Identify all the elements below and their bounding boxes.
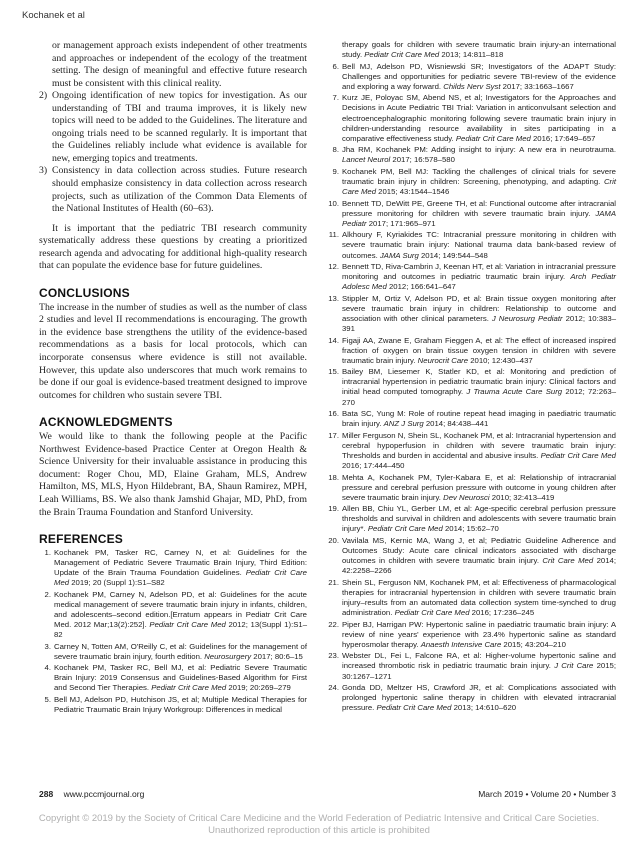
- reference-item: [327, 431, 616, 471]
- reference-number: 18.: [328, 472, 339, 482]
- journal-name: Neurosurgery: [204, 651, 252, 661]
- journal-name: JAMA Surg: [379, 250, 419, 260]
- reference-text: Kochanek PM, Tasker RC, Bell MJ, et al: Pediatric Severe Traumatic Brain Injury: 2019 Consensus and Guidelines-Based Algorithm for First and Second Tier Therapies. Pediatr Crit Care Med 2019; 20:269–279: [54, 663, 307, 693]
- reference-text: Bell MJ, Adelson PD, Wisniewski SR; Investigators of the ADAPT Study: Challenges and opportunities for pediatric severe TBI-review of the evidence and exploring a way forward. Childs Nerv Syst 2017; 33:1663–1667: [342, 61, 616, 91]
- acknowledgments-heading: ACKNOWLEDGMENTS: [39, 415, 173, 430]
- reference-number: 16.: [328, 409, 339, 419]
- reference-list-right: [327, 40, 616, 713]
- reference-number: 2.: [44, 589, 51, 599]
- reference-item: [327, 473, 616, 503]
- reference-text: Kurz JE, Poloyac SM, Abend NS, et al; Investigators for the Approaches and Decisions in Acute Pediatric TBI Trial: Variation in anticonvulsant selection and electroencephalographic monitoring following severe traumatic brain injury in children-understanding resource availability in sites participating in a comparative effectiveness study. Pediatr Crit Care Med 2016; 17:649–657: [342, 93, 616, 143]
- page-footer: [39, 789, 616, 799]
- conclusions-heading: CONCLUSIONS: [39, 285, 130, 300]
- reference-item: [39, 642, 307, 662]
- continuation-paragraph: or management approach exists independent of other treatments and approaches or independent of the ecology of the treatment setting. The design of meaningful and effective future research must be consistent with this clinical reality.: [52, 40, 307, 89]
- reference-item: [327, 409, 616, 429]
- copyright-line-1: Copyright © 2019 by the Society of Critical Care Medicine and the World Federation of Pediatric Intensive and Critical Care Societies.: [38, 813, 600, 824]
- journal-name: Crit Care Med: [542, 556, 594, 566]
- reference-text: Gonda DD, Meltzer HS, Crawford JR, et al: Complications associated with prolonged hypertonic saline therapy in children with elevated intracranial pressure. Pediatr Crit Care Med 2013; 14:610–620: [342, 683, 616, 713]
- item-number: 2): [39, 90, 48, 102]
- item-text: Consistency in data collection across studies. Future research should emphasize consistency in data collection across research projects, such as utilization of the Common Data Elements of the National Institutes of Health (60–63).: [52, 165, 307, 215]
- reference-item: [327, 336, 616, 366]
- reference-number: 17.: [328, 430, 339, 440]
- reference-text: Bata SC, Yung M: Role of routine repeat head imaging in paediatric traumatic brain injury. ANZ J Surg 2014; 84:438–441: [342, 409, 616, 429]
- journal-url: www.pccmjournal.org: [63, 789, 145, 799]
- reference-text: Vavilala MS, Kernic MA, Wang J, et al; Pediatric Guideline Adherence and Outcomes Study: Acute care clinical indicators associated with discharge outcomes in children with severe traumatic brain injury. Crit Care Med 2014; 42:2258–2266: [342, 536, 616, 576]
- right-column: [327, 40, 616, 715]
- reference-text: Bennett TD, DeWitt PE, Greene TH, et al: Functional outcome after intracranial pressure monitoring for children with severe traumatic brain injury. JAMA Pediatr 2017; 171:965–971: [342, 198, 616, 228]
- journal-name: Pediatr Crit Care Med: [455, 133, 531, 143]
- reference-item: [39, 663, 307, 693]
- reference-text: Shein SL, Ferguson NM, Kochanek PM, et al: Effectiveness of pharmacological therapies for intracranial hypertension in children with severe traumatic brain injury–results from an automated data collection system time-synched to drug administration. Pediatr Crit Care Med 2016; 17:236–245: [342, 577, 616, 618]
- reference-continuation: [327, 40, 616, 60]
- reference-number: 21.: [328, 577, 339, 587]
- reference-text: Jha RM, Kochanek PM: Adding insight to injury: A new era in neurotrauma. Lancet Neurol 2017; 16:578–580: [342, 145, 616, 165]
- journal-name: Pediatr Crit Care Med: [367, 524, 443, 534]
- reference-number: 20.: [328, 536, 339, 546]
- reference-number: 24.: [328, 683, 339, 693]
- left-column: [39, 40, 307, 717]
- journal-name: Pediatr Crit Care Med: [394, 608, 470, 618]
- reference-text: Alkhoury F, Kyriakides TC: Intracranial pressure monitoring in children with severe traumatic brain injury: National trauma data bank-based review of outcomes. JAMA Surg 2014; 149:544–548: [342, 230, 616, 260]
- journal-name: JAMA Pediatr: [342, 208, 616, 228]
- issue-info: March 2019 • Volume 20 • Number 3: [478, 789, 616, 799]
- reference-item: [327, 367, 616, 407]
- footer-left: [39, 789, 144, 799]
- reference-number: 14.: [328, 335, 339, 345]
- journal-name: Pediatr Crit Care Med: [376, 703, 452, 713]
- reference-text: Kochanek PM, Bell MJ: Tackling the challenges of clinical trials for severe traumatic brain injury in children: Screening, phenotyping, and adapting. Crit Care Med 2015; 43:1544–1546: [342, 166, 616, 197]
- reference-number: 15.: [328, 367, 339, 377]
- journal-name: Lancet Neurol: [342, 155, 391, 165]
- numbered-item: [39, 90, 307, 165]
- reference-item: [39, 548, 307, 588]
- item-text: Ongoing identification of new topics for investigation. As our understanding of TBI and trauma improves, it is likely new topics will need to be added to the Guidelines. The literature and ongoing trials need to be scanned regularly. It is important that the Guidelines reliably include what evidence is available for new, emerging topics and treatments.: [52, 90, 307, 164]
- reference-item: [39, 695, 307, 715]
- reference-number: 19.: [328, 504, 339, 514]
- reference-item: [327, 145, 616, 165]
- reference-item: [327, 294, 616, 334]
- copyright-notice: [0, 813, 638, 837]
- journal-name: Anaesth Intensive Care: [420, 639, 502, 649]
- journal-name: Dev Neurosci: [443, 492, 490, 502]
- reference-number: 4.: [44, 663, 51, 673]
- journal-name: J Trauma Acute Care Surg: [466, 387, 563, 397]
- reference-item: [39, 590, 307, 640]
- journal-name: Childs Nerv Syst: [443, 81, 501, 91]
- reference-text: Piper BJ, Harrigan PW: Hypertonic saline in paediatric traumatic brain injury: A review of nine years' experience with 23.4% hypertonic saline as standard hyperosmolar therapy. Anaesth Intensive Care 2015; 43:204–210: [342, 619, 616, 649]
- journal-name: J Crit Care: [554, 661, 594, 671]
- reference-text: Bailey BM, Liesemer K, Statler KD, et al: Monitoring and prediction of intracranial hypertension in pediatric traumatic brain injury: Clinical factors and initial head computed tomography. J Trauma Acute Care Surg 2012; 72:263–270: [342, 367, 617, 407]
- reference-number: 12.: [328, 262, 339, 272]
- reference-text: Allen BB, Chiu YL, Gerber LM, et al: Age-specific cerebral perfusion pressure thresholds and survival in children and adolescents with severe traumatic brain injury*. Pediatr Crit Care Med 2014; 15:62–70: [342, 504, 616, 534]
- page-number: 288: [39, 789, 54, 799]
- journal-name: Pediatr Crit Care Med: [54, 568, 307, 588]
- reference-item: [327, 536, 616, 576]
- reference-text: Mehta A, Kochanek PM, Tyler-Kabara E, et al: Relationship of intracranial pressure and cerebral perfusion pressure with outcome in young children after severe traumatic brain injury. Dev Neurosci 2010; 32:413–419: [342, 472, 616, 502]
- reference-number: 22.: [328, 619, 339, 629]
- reference-text: therapy goals for children with severe traumatic brain injury-an international study. Pediatr Crit Care Med 2013; 14:811–818: [342, 40, 616, 60]
- reference-text: Bennett TD, Riva-Cambrin J, Keenan HT, et al: Variation in intracranial pressure monitoring and outcomes in pediatric traumatic brain injury. Arch Pediatr Adolesc Med 2012; 166:641–647: [342, 262, 616, 292]
- reference-number: 8.: [332, 145, 339, 155]
- reference-item: [327, 93, 616, 143]
- journal-name: Neurocrit Care: [417, 355, 469, 365]
- reference-number: 3.: [44, 641, 51, 651]
- closing-paragraph: It is important that the pediatric TBI research community systematically address these questions by creating a prioritized research agenda and advocating for additional high-quality research that can populate the evidence base for future guidelines.: [39, 222, 307, 272]
- reference-text: Miller Ferguson N, Shein SL, Kochanek PM, et al: Intracranial hypertension and cerebral hypoperfusion in children with severe traumatic brain injury: Thresholds and burden in accidental and abusive insults. Pediatr Crit Care Med 2016; 17:444–450: [342, 430, 616, 470]
- reference-item: [327, 62, 616, 92]
- copyright-line-2: Unauthorized reproduction of this article is prohibited: [208, 825, 430, 836]
- acknowledgments-text: We would like to thank the following people at the Pacific Northwest Evidence-based Practice Center at Oregon Health & Science University for their invaluable assistance in producing this document: Roger Chou, MD, Elaine Graham, MLS, Andrew Hamilton, MS, MLS, Hyon Hildebrant, BA, Shaun Ramirez, MPH, Leah Williams, BS. We also thank Jamshid Ghajar, MD, PhD, from the Brain Trauma Foundation and Stanford University.: [39, 431, 307, 518]
- reference-number: 6.: [332, 61, 339, 71]
- reference-item: [327, 262, 616, 292]
- journal-name: Pediatr Crit Care Med: [364, 50, 440, 60]
- reference-number: 1.: [44, 548, 51, 558]
- reference-item: [327, 199, 616, 229]
- numbered-item: [39, 165, 307, 215]
- reference-item: [327, 578, 616, 618]
- journal-name: J Neurosurg Pediatr: [491, 313, 563, 323]
- reference-number: 23.: [328, 651, 339, 661]
- reference-number: 9.: [332, 166, 339, 176]
- reference-item: [327, 167, 616, 197]
- reference-number: 7.: [332, 93, 339, 103]
- reference-text: Carney N, Totten AM, O'Reilly C, et al: Guidelines for the management of severe traumatic brain injury, fourth edition. Neurosurgery 2017; 80:6–15: [54, 641, 307, 661]
- reference-text: Webster DL, Fei L, Falcone RA, et al: Higher-volume hypertonic saline and increased thrombotic risk in pediatric traumatic brain injury. J Crit Care 2015; 30:1267–1271: [342, 651, 616, 681]
- journal-name: ANZ J Surg: [383, 419, 424, 429]
- reference-text: Kochanek PM, Tasker RC, Carney N, et al: Guidelines for the Management of Pediatric Severe Traumatic Brain Injury, Third Edition: Update of the Brain Trauma Foundation Guidelines. Pediatr Crit Care Med 2019; 20 (Suppl 1):S1–S82: [54, 548, 307, 588]
- reference-item: [327, 230, 616, 260]
- reference-text: Stippler M, Ortiz V, Adelson PD, et al: Brain tissue oxygen monitoring after severe traumatic brain injury in children: Relationship to outcome and association with other clinical parameters. J Neurosurg Pediatr 2012; 10:383–391: [342, 293, 616, 334]
- running-head: Kochanek et al: [22, 10, 85, 21]
- reference-item: [327, 683, 616, 713]
- reference-item: [327, 651, 616, 681]
- journal-name: Crit Care Med: [342, 176, 616, 197]
- reference-item: [327, 504, 616, 534]
- journal-name: Pediatr Crit Care Med: [151, 683, 227, 693]
- item-number: 3): [39, 165, 48, 177]
- reference-list-left: [39, 548, 307, 715]
- conclusions-text: The increase in the number of studies as well as the number of class 2 studies and level II recommendations is encouraging. The growth in the evidence base strengthens the utility of the evidence-based recommendations as a basis for local protocols, which can incorporate consensus where evidence is still not available. However, this update also underscores that much work remains to be done if our goal is evidence-based treatment designed to improve outcomes for children who sustain severe TBI.: [39, 301, 307, 401]
- journal-name: Pediatr Crit Care Med: [540, 450, 616, 460]
- reference-item: [327, 620, 616, 650]
- reference-text: Bell MJ, Adelson PD, Hutchison JS, et al; Multiple Medical Therapies for Pediatric Traumatic Brain Injury Workgroup: Differences in medical: [54, 695, 307, 715]
- reference-text: Figaji AA, Zwane E, Graham Fieggen A, et al: The effect of increased inspired fraction of oxygen on brain tissue oxygen tension in children with severe traumatic brain injury. Neurocrit Care 2010; 12:430–437: [342, 335, 616, 365]
- references-heading: REFERENCES: [39, 532, 124, 547]
- journal-name: Arch Pediatr Adolesc Med: [342, 272, 616, 292]
- reference-number: 13.: [328, 293, 339, 303]
- journal-name: Pediatr Crit Care Med: [149, 619, 226, 629]
- reference-text: Kochanek PM, Carney N, Adelson PD, et al: Guidelines for the acute medical management of severe traumatic brain injury in infants, children, and adolescents–second edition.[Erratum appears in Pediatr Crit Care Med. 2012 Mar;13(2):252]. Pediatr Crit Care Med 2012; 13(Suppl 1):S1–82: [54, 589, 308, 640]
- reference-number: 5.: [44, 695, 51, 705]
- reference-number: 11.: [328, 230, 339, 240]
- reference-number: 10.: [328, 198, 339, 208]
